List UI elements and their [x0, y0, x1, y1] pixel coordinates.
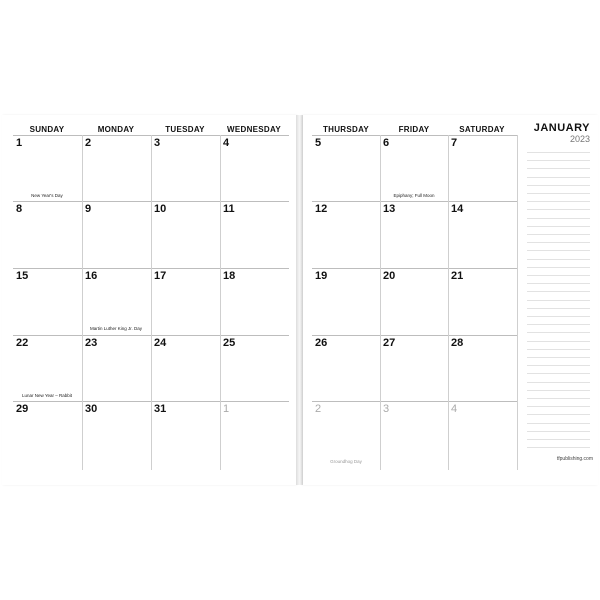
note-line — [527, 390, 590, 391]
day-number: 1 — [223, 403, 230, 415]
weekday-header: SATURDAY — [459, 125, 505, 134]
note-line — [527, 357, 590, 358]
day-cell[interactable] — [312, 135, 380, 202]
day-number: 2 — [85, 137, 92, 149]
day-cell[interactable] — [13, 268, 81, 335]
day-number: 15 — [16, 270, 29, 282]
note-line — [527, 439, 590, 440]
day-number: 20 — [383, 270, 396, 282]
note-line — [527, 373, 590, 374]
note-line — [527, 324, 590, 325]
day-number: 4 — [451, 403, 458, 415]
day-cell[interactable] — [448, 335, 516, 402]
day-number: 27 — [383, 337, 396, 349]
day-cell[interactable] — [380, 268, 448, 335]
book-gutter — [296, 115, 303, 485]
note-line — [527, 382, 590, 383]
note-line — [527, 193, 590, 194]
day-number: 23 — [85, 337, 98, 349]
day-cell[interactable] — [312, 335, 380, 402]
note-line — [527, 267, 590, 268]
month-title: JANUARY — [533, 122, 590, 134]
day-cell[interactable] — [13, 201, 81, 268]
day-cell[interactable] — [151, 335, 219, 402]
note-line — [527, 185, 590, 186]
note-line — [527, 250, 590, 251]
day-number: 31 — [154, 403, 167, 415]
day-cell[interactable] — [312, 201, 380, 268]
note-line — [527, 431, 590, 432]
note-line — [527, 160, 590, 161]
weekday-header: TUESDAY — [165, 125, 205, 134]
day-number: 3 — [383, 403, 390, 415]
note-line — [527, 414, 590, 415]
day-number: 4 — [223, 137, 230, 149]
note-line — [527, 447, 590, 448]
year-label: 2023 — [569, 134, 590, 144]
day-number: 14 — [451, 203, 464, 215]
column-divider — [517, 135, 518, 470]
day-number: 10 — [154, 203, 167, 215]
day-number: 8 — [16, 203, 23, 215]
note-line — [527, 168, 590, 169]
day-cell[interactable] — [82, 135, 150, 202]
day-number: 24 — [154, 337, 167, 349]
day-cell[interactable] — [220, 201, 288, 268]
day-cell[interactable] — [82, 268, 150, 335]
holiday-note: New Year's Day — [31, 193, 63, 198]
day-cell[interactable] — [82, 401, 150, 468]
weekday-header: FRIDAY — [398, 125, 430, 134]
day-number: 25 — [223, 337, 236, 349]
day-number: 7 — [451, 137, 458, 149]
note-line — [527, 423, 590, 424]
weekday-header: SUNDAY — [29, 125, 65, 134]
day-number: 22 — [16, 337, 29, 349]
note-line — [527, 201, 590, 202]
day-cell[interactable] — [220, 268, 288, 335]
note-line — [527, 308, 590, 309]
day-cell[interactable] — [380, 135, 448, 202]
day-cell[interactable] — [448, 135, 516, 202]
note-line — [527, 316, 590, 317]
day-number: 13 — [383, 203, 396, 215]
day-cell[interactable] — [151, 401, 219, 468]
day-cell[interactable] — [380, 201, 448, 268]
note-line — [527, 300, 590, 301]
day-cell[interactable] — [13, 135, 81, 202]
day-cell[interactable] — [13, 401, 81, 468]
day-number: 17 — [154, 270, 167, 282]
note-line — [527, 283, 590, 284]
day-cell[interactable] — [13, 335, 81, 402]
holiday-note: Groundhog Day — [330, 459, 362, 464]
holiday-note: Lunar New Year – Rabbit — [21, 393, 73, 398]
publisher-credit: tfpublishing.com — [556, 456, 593, 462]
day-cell[interactable] — [220, 335, 288, 402]
day-number: 12 — [315, 203, 328, 215]
day-cell[interactable] — [448, 268, 516, 335]
day-number: 6 — [383, 137, 390, 149]
weekday-header: MONDAY — [97, 125, 135, 134]
note-line — [527, 218, 590, 219]
day-number: 30 — [85, 403, 98, 415]
day-cell[interactable] — [220, 135, 288, 202]
day-number: 9 — [85, 203, 92, 215]
note-line — [527, 398, 590, 399]
day-cell[interactable] — [380, 335, 448, 402]
day-cell[interactable] — [82, 201, 150, 268]
day-number: 2 — [315, 403, 322, 415]
day-number: 19 — [315, 270, 328, 282]
day-cell[interactable] — [448, 401, 516, 468]
note-line — [527, 226, 590, 227]
day-cell[interactable] — [380, 401, 448, 468]
day-cell[interactable] — [151, 201, 219, 268]
day-cell[interactable] — [82, 335, 150, 402]
note-line — [527, 152, 590, 153]
note-line — [527, 234, 590, 235]
note-line — [527, 209, 590, 210]
note-line — [527, 275, 590, 276]
note-line — [527, 291, 590, 292]
day-number: 5 — [315, 137, 322, 149]
day-cell[interactable] — [312, 401, 380, 468]
note-line — [527, 177, 590, 178]
note-line — [527, 332, 590, 333]
day-cell[interactable] — [448, 201, 516, 268]
day-number: 3 — [154, 137, 161, 149]
day-cell[interactable] — [151, 268, 219, 335]
day-cell[interactable] — [312, 268, 380, 335]
note-line — [527, 259, 590, 260]
note-line — [527, 341, 590, 342]
day-cell[interactable] — [220, 401, 288, 468]
weekday-header: THURSDAY — [322, 125, 370, 134]
day-number: 21 — [451, 270, 464, 282]
day-number: 11 — [223, 203, 235, 215]
holiday-note: Epiphany; Full Moon — [393, 193, 435, 198]
holiday-note: Martin Luther King Jr. Day — [89, 326, 143, 331]
weekday-header: WEDNESDAY — [227, 125, 281, 134]
note-line — [527, 242, 590, 243]
day-number: 18 — [223, 270, 236, 282]
day-number: 1 — [16, 137, 23, 149]
day-number: 29 — [16, 403, 29, 415]
day-cell[interactable] — [151, 135, 219, 202]
note-line — [527, 365, 590, 366]
note-line — [527, 406, 590, 407]
day-number: 16 — [85, 270, 98, 282]
day-number: 28 — [451, 337, 464, 349]
note-line — [527, 349, 590, 350]
day-number: 26 — [315, 337, 328, 349]
